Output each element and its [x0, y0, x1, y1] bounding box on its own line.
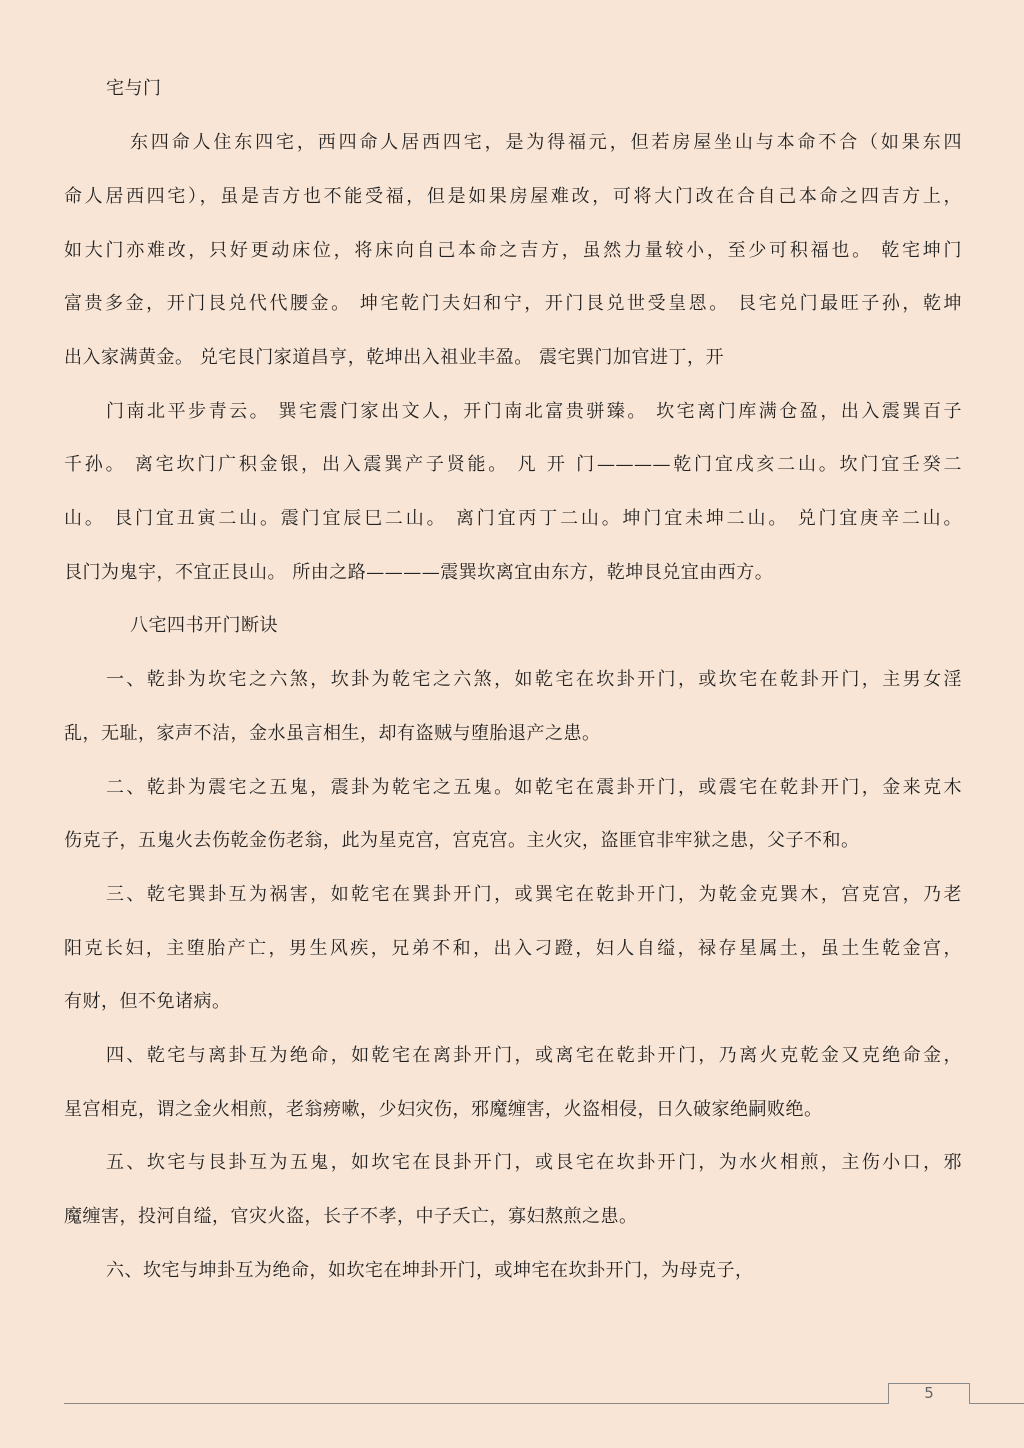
- paragraph-line: 有财，但不免诸病。: [64, 991, 231, 1012]
- paragraph-line: 命人居西四宅），虽是吉方也不能受福，但是如果房屋难改，可将大门改在合自己本命之四吉方上，: [64, 186, 962, 207]
- footer-rule: [970, 1403, 1024, 1404]
- page-number: 5: [924, 1384, 934, 1402]
- paragraph-line: 星宫相克，谓之金火相煎，老翁痨嗽，少妇灾伤，邪魔缠害，火盗相侵，日久破家绝嗣败绝。: [64, 1099, 823, 1120]
- paragraph-line: 千孙。 离宅坎门广积金银，出入震巽产子贤能。 凡 开 门————乾门宜戌亥二山。坎门宜壬癸二: [64, 454, 962, 475]
- section-heading: 宅与门: [106, 78, 162, 99]
- paragraph-line: 四、乾宅与离卦互为绝命，如乾宅在离卦开门，或离宅在乾卦开门，乃离火克乾金又克绝命金，: [106, 1045, 962, 1066]
- paragraph-line: 富贵多金，开门艮兑代代腰金。 坤宅乾门夫妇和宁，开门艮兑世受皇恩。 艮宅兑门最旺子孙，乾坤: [64, 293, 962, 314]
- paragraph-line: 二、乾卦为震宅之五鬼，震卦为乾宅之五鬼。如乾宅在震卦开门，或震宅在乾卦开门，金来克木: [106, 777, 962, 798]
- paragraph-line: 六、坎宅与坤卦互为绝命，如坎宅在坤卦开门，或坤宅在坎卦开门，为母克子，: [106, 1260, 754, 1281]
- paragraph-line: 乱，无耻，家声不洁，金水虽言相生，却有盗贼与堕胎退产之患。: [64, 723, 601, 744]
- paragraph-line: 五、坎宅与艮卦互为五鬼，如坎宅在艮卦开门，或艮宅在坎卦开门，为水火相煎，主伤小口，邪: [106, 1152, 962, 1173]
- paragraph-line: 东四命人住东四宅，西四命人居西四宅，是为得福元，但若房屋坐山与本命不合（如果东四: [130, 132, 962, 153]
- paragraph-line: 出入家满黄金。 兑宅艮门家道昌亨，乾坤出入祖业丰盈。 震宅巽门加官进丁，开: [64, 347, 724, 368]
- paragraph-line: 魔缠害，投河自缢，官灾火盗，长子不孝，中子夭亡，寡妇熬煎之患。: [64, 1206, 638, 1227]
- paragraph-line: 三、乾宅巽卦互为祸害，如乾宅在巽卦开门，或巽宅在乾卦开门，为乾金克巽木，宫克宫，乃老: [106, 884, 962, 905]
- paragraph-line: 如大门亦难改，只好更动床位，将床向自己本命之吉方，虽然力量较小，至少可积福也。 乾宅坤门: [64, 240, 962, 261]
- paragraph-line: 伤克子，五鬼火去伤乾金伤老翁，此为星克宫，宫克宫。主火灾，盗匪官非牢狱之患，父子不和。: [64, 830, 860, 851]
- paragraph-line: 山。 艮门宜丑寅二山。震门宜辰巳二山。 离门宜丙丁二山。坤门宜未坤二山。 兑门宜庚辛二山。: [64, 508, 962, 529]
- paragraph-line: 阳克长妇，主堕胎产亡，男生风疾，兄弟不和，出入刁蹬，妇人自缢，禄存星属土，虽土生乾金宫，: [64, 938, 962, 959]
- paragraph-line: 一、乾卦为坎宅之六煞，坎卦为乾宅之六煞，如乾宅在坎卦开门，或坎宅在乾卦开门，主男女淫: [106, 669, 962, 690]
- footer-rule: [64, 1403, 894, 1404]
- paragraph-line: 门南北平步青云。 巽宅震门家出文人，开门南北富贵骈臻。 坎宅离门库满仓盈，出入震巽百子: [106, 401, 962, 422]
- paragraph-line: 艮门为鬼宇，不宜正艮山。 所由之路————震巽坎离宜由东方，乾坤艮兑宜由西方。: [64, 562, 774, 583]
- section-heading: 八宅四书开门断诀: [130, 615, 278, 636]
